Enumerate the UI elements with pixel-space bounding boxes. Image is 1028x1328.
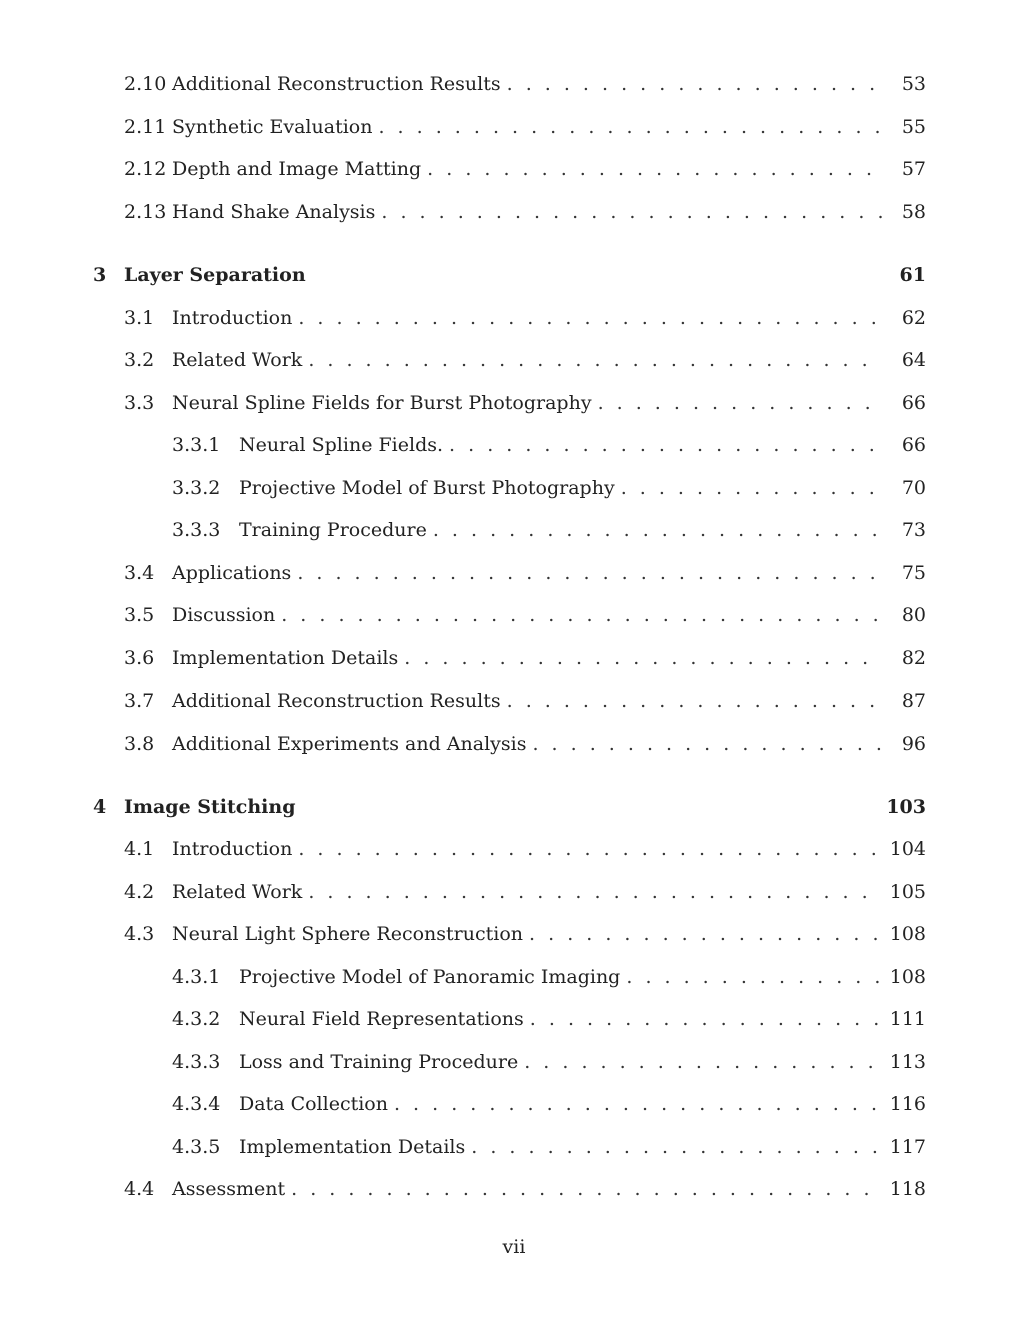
dot-leader xyxy=(529,919,882,949)
chapter-number: 3 xyxy=(93,264,107,286)
page-number: 103 xyxy=(886,796,926,818)
chapter-entry[interactable] xyxy=(93,792,926,822)
subsection-number: 4.3.4 xyxy=(172,1093,221,1115)
section-title: Additional Experiments and Analysis xyxy=(172,733,527,755)
dot-leader xyxy=(507,686,882,716)
section-title: Neural Light Sphere Reconstruction xyxy=(172,923,524,945)
subsection-title: Loss and Training Procedure xyxy=(239,1051,519,1073)
dot-leader xyxy=(471,1132,882,1162)
dot-leader xyxy=(449,430,882,460)
page-number: 108 xyxy=(889,966,926,988)
toc-subentry[interactable] xyxy=(172,473,926,503)
chapter-number: 4 xyxy=(93,796,107,818)
page-number: 111 xyxy=(889,1008,926,1030)
toc-entry[interactable] xyxy=(124,303,926,333)
section-title: Introduction xyxy=(172,307,293,329)
page-number: 73 xyxy=(901,519,926,541)
subsection-title: Projective Model of Panoramic Imaging xyxy=(239,966,621,988)
toc-entry[interactable] xyxy=(124,919,926,949)
section-title: Introduction xyxy=(172,838,293,860)
subsection-number: 4.3.3 xyxy=(172,1051,221,1073)
dot-leader xyxy=(530,1004,882,1034)
page-number: 62 xyxy=(901,307,926,329)
page-number: 53 xyxy=(901,73,926,95)
toc-entry[interactable] xyxy=(124,834,926,864)
section-title: Hand Shake Analysis xyxy=(172,201,376,223)
section-title: Neural Spline Fields for Burst Photography xyxy=(172,392,592,414)
dot-leader xyxy=(297,558,882,588)
page-number: 61 xyxy=(899,264,926,286)
toc-entry[interactable] xyxy=(124,686,926,716)
page-number: 70 xyxy=(901,477,926,499)
chapter-title: Layer Separation xyxy=(124,264,306,286)
dot-leader xyxy=(532,729,882,759)
subsection-number: 4.3.1 xyxy=(172,966,221,988)
section-title: Applications xyxy=(172,562,292,584)
toc-entry[interactable] xyxy=(124,729,926,759)
page-number: 58 xyxy=(901,201,926,223)
subsection-number: 4.3.2 xyxy=(172,1008,221,1030)
section-number: 2.12 xyxy=(124,158,167,180)
page-footer-number: vii xyxy=(502,1236,526,1258)
toc-entry[interactable] xyxy=(124,558,926,588)
section-number: 2.10 xyxy=(124,73,167,95)
dot-leader xyxy=(621,473,882,503)
toc-entry[interactable] xyxy=(124,154,926,184)
dot-leader xyxy=(291,1174,882,1204)
page-number: 66 xyxy=(901,434,926,456)
page-number: 113 xyxy=(889,1051,926,1073)
toc-entry[interactable] xyxy=(124,388,926,418)
section-number: 3.6 xyxy=(124,647,155,669)
dot-leader xyxy=(427,154,882,184)
page-number: 55 xyxy=(901,116,926,138)
toc-subentry[interactable] xyxy=(172,1089,926,1119)
chapter-title: Image Stitching xyxy=(124,796,296,818)
dot-leader xyxy=(394,1089,882,1119)
section-number: 3.3 xyxy=(124,392,155,414)
section-number: 3.7 xyxy=(124,690,155,712)
section-number: 4.1 xyxy=(124,838,155,860)
page-number: 116 xyxy=(889,1093,926,1115)
toc-subentry[interactable] xyxy=(172,1132,926,1162)
dot-leader xyxy=(378,112,882,142)
section-number: 3.5 xyxy=(124,604,155,626)
toc-entry[interactable] xyxy=(124,877,926,907)
dot-leader xyxy=(308,345,882,375)
page-number: 66 xyxy=(901,392,926,414)
subsection-number: 3.3.2 xyxy=(172,477,221,499)
toc-entry[interactable] xyxy=(124,197,926,227)
toc-entry[interactable] xyxy=(124,345,926,375)
page-number: 117 xyxy=(889,1136,926,1158)
page-number: 96 xyxy=(901,733,926,755)
section-title: Additional Reconstruction Results xyxy=(172,690,501,712)
toc-subentry[interactable] xyxy=(172,430,926,460)
chapter-entry[interactable] xyxy=(93,260,926,290)
toc-subentry[interactable] xyxy=(172,1004,926,1034)
toc-entry[interactable] xyxy=(124,69,926,99)
dot-leader xyxy=(281,600,882,630)
dot-leader xyxy=(308,877,882,907)
dot-leader xyxy=(626,962,882,992)
page-number: 75 xyxy=(901,562,926,584)
toc-subentry[interactable] xyxy=(172,962,926,992)
dot-leader xyxy=(298,303,882,333)
section-title: Related Work xyxy=(172,881,303,903)
dot-leader xyxy=(298,834,882,864)
dot-leader xyxy=(433,515,882,545)
page-number: 87 xyxy=(901,690,926,712)
page-number: 82 xyxy=(901,647,926,669)
page-number: 64 xyxy=(901,349,926,371)
section-number: 2.11 xyxy=(124,116,167,138)
subsection-title: Training Procedure xyxy=(239,519,427,541)
subsection-title: Implementation Details xyxy=(239,1136,466,1158)
subsection-number: 4.3.5 xyxy=(172,1136,221,1158)
section-title: Related Work xyxy=(172,349,303,371)
subsection-title: Neural Field Representations xyxy=(239,1008,524,1030)
dot-leader xyxy=(598,388,882,418)
page-number: 108 xyxy=(889,923,926,945)
page-number: 80 xyxy=(901,604,926,626)
toc-subentry[interactable] xyxy=(172,515,926,545)
toc-entry[interactable] xyxy=(124,1174,926,1204)
section-number: 3.1 xyxy=(124,307,155,329)
dot-leader xyxy=(404,643,882,673)
dot-leader xyxy=(524,1047,882,1077)
section-number: 4.3 xyxy=(124,923,155,945)
page-number: 118 xyxy=(889,1178,926,1200)
toc-subentry[interactable] xyxy=(172,1047,926,1077)
page-number: 57 xyxy=(901,158,926,180)
section-number: 4.4 xyxy=(124,1178,155,1200)
toc-entry[interactable] xyxy=(124,643,926,673)
section-number: 3.2 xyxy=(124,349,155,371)
subsection-title: Data Collection xyxy=(239,1093,388,1115)
section-number: 3.8 xyxy=(124,733,155,755)
subsection-title: Projective Model of Burst Photography xyxy=(239,477,615,499)
dot-leader xyxy=(381,197,882,227)
section-number: 3.4 xyxy=(124,562,155,584)
subsection-number: 3.3.1 xyxy=(172,434,221,456)
section-title: Discussion xyxy=(172,604,276,626)
dot-leader xyxy=(507,69,882,99)
subsection-number: 3.3.3 xyxy=(172,519,221,541)
page-number: 104 xyxy=(889,838,926,860)
section-title: Additional Reconstruction Results xyxy=(172,73,501,95)
section-title: Synthetic Evaluation xyxy=(172,116,373,138)
toc-entry[interactable] xyxy=(124,112,926,142)
section-title: Implementation Details xyxy=(172,647,399,669)
section-number: 2.13 xyxy=(124,201,167,223)
subsection-title: Neural Spline Fields. xyxy=(239,434,444,456)
section-title: Depth and Image Matting xyxy=(172,158,422,180)
toc-entry[interactable] xyxy=(124,600,926,630)
page-number: 105 xyxy=(889,881,926,903)
section-number: 4.2 xyxy=(124,881,155,903)
section-title: Assessment xyxy=(172,1178,286,1200)
